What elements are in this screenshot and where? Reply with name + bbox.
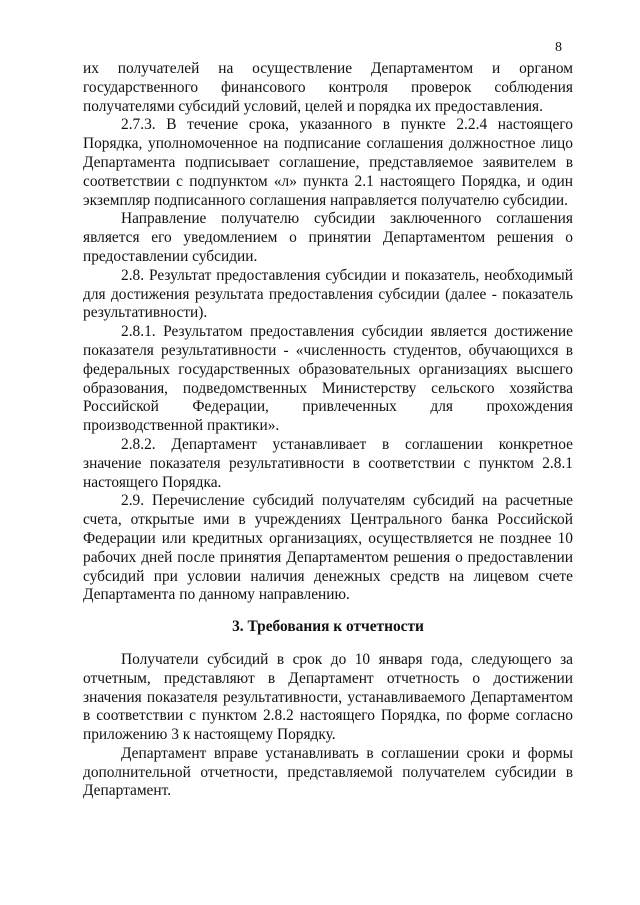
paragraph-agreement-notification: Направление получателю субсидии заключенного соглашения является его уведомлением о принятии Департаментом решения о предоставлении субсидии. [83, 210, 573, 265]
paragraph-2-8: 2.8. Результат предоставления субсидии и показатель, необходимый для достижения результата предоставления субсидии (далее - показатель результативности). [83, 266, 573, 322]
paragraph-reporting-deadline: Получатели субсидий в срок до 10 января года, следующего за отчетным, представляют в Департамент отчетность о достижении значения показателя результативности, устанавливаемого Департаментом в соответствии с пунктом 2.8.2 настоящего Порядка, по форме согласно приложению 3 к настоящему Порядку. [83, 650, 573, 744]
section-heading: 3. Требования к отчетности [232, 618, 424, 636]
document-body [83, 60, 573, 801]
paragraph-2-9: 2.9. Перечисление субсидий получателям субсидий на расчетные счета, открытые ими в учреждениях Центрального банка Российской Федерации или кредитных организациях, осуществляется не позднее 10 рабочих дней после принятия Департаментом решения о предоставлении субсидий при условии наличия денежных средств на лицевом счете Департамента по данному направлению. [83, 492, 573, 604]
page-number: 8 [555, 40, 562, 55]
paragraph-2-8-2: 2.8.2. Департамент устанавливает в соглашении конкретное значение показателя результативности в соответствии с пунктом 2.8.1 настоящего Порядка. [83, 435, 573, 491]
paragraph-2-8-1: 2.8.1. Результатом предоставления субсидии является достижение показателя результативности - «численность студентов, обучающихся в федеральных государственных образовательных организациях высшего образования, подведомственных Министерству сельского хозяйства Российской Федерации, привлеченных для прохождения производственной практики». [83, 323, 573, 435]
paragraph-2-7-3: 2.7.3. В течение срока, указанного в пункте 2.2.4 настоящего Порядка, уполномоченное на подписание соглашения должностное лицо Департамента подписывает соглашение, представляемое заявителем в соответствии с подпунктом «л» пункта 2.1 настоящего Порядка, и один экземпляр подписанного соглашения направляется получателю субсидии. [83, 116, 573, 209]
paragraph-continuation: их получателей на осуществление Департаментом и органом государственного финансового контроля проверок соблюдения получателями субсидий условий, целей и порядка их предоставления. [83, 60, 573, 115]
paragraph-additional-reporting: Департамент вправе устанавливать в соглашении сроки и формы дополнительной отчетности, представляемой получателем субсидии в Департамент. [83, 744, 573, 800]
